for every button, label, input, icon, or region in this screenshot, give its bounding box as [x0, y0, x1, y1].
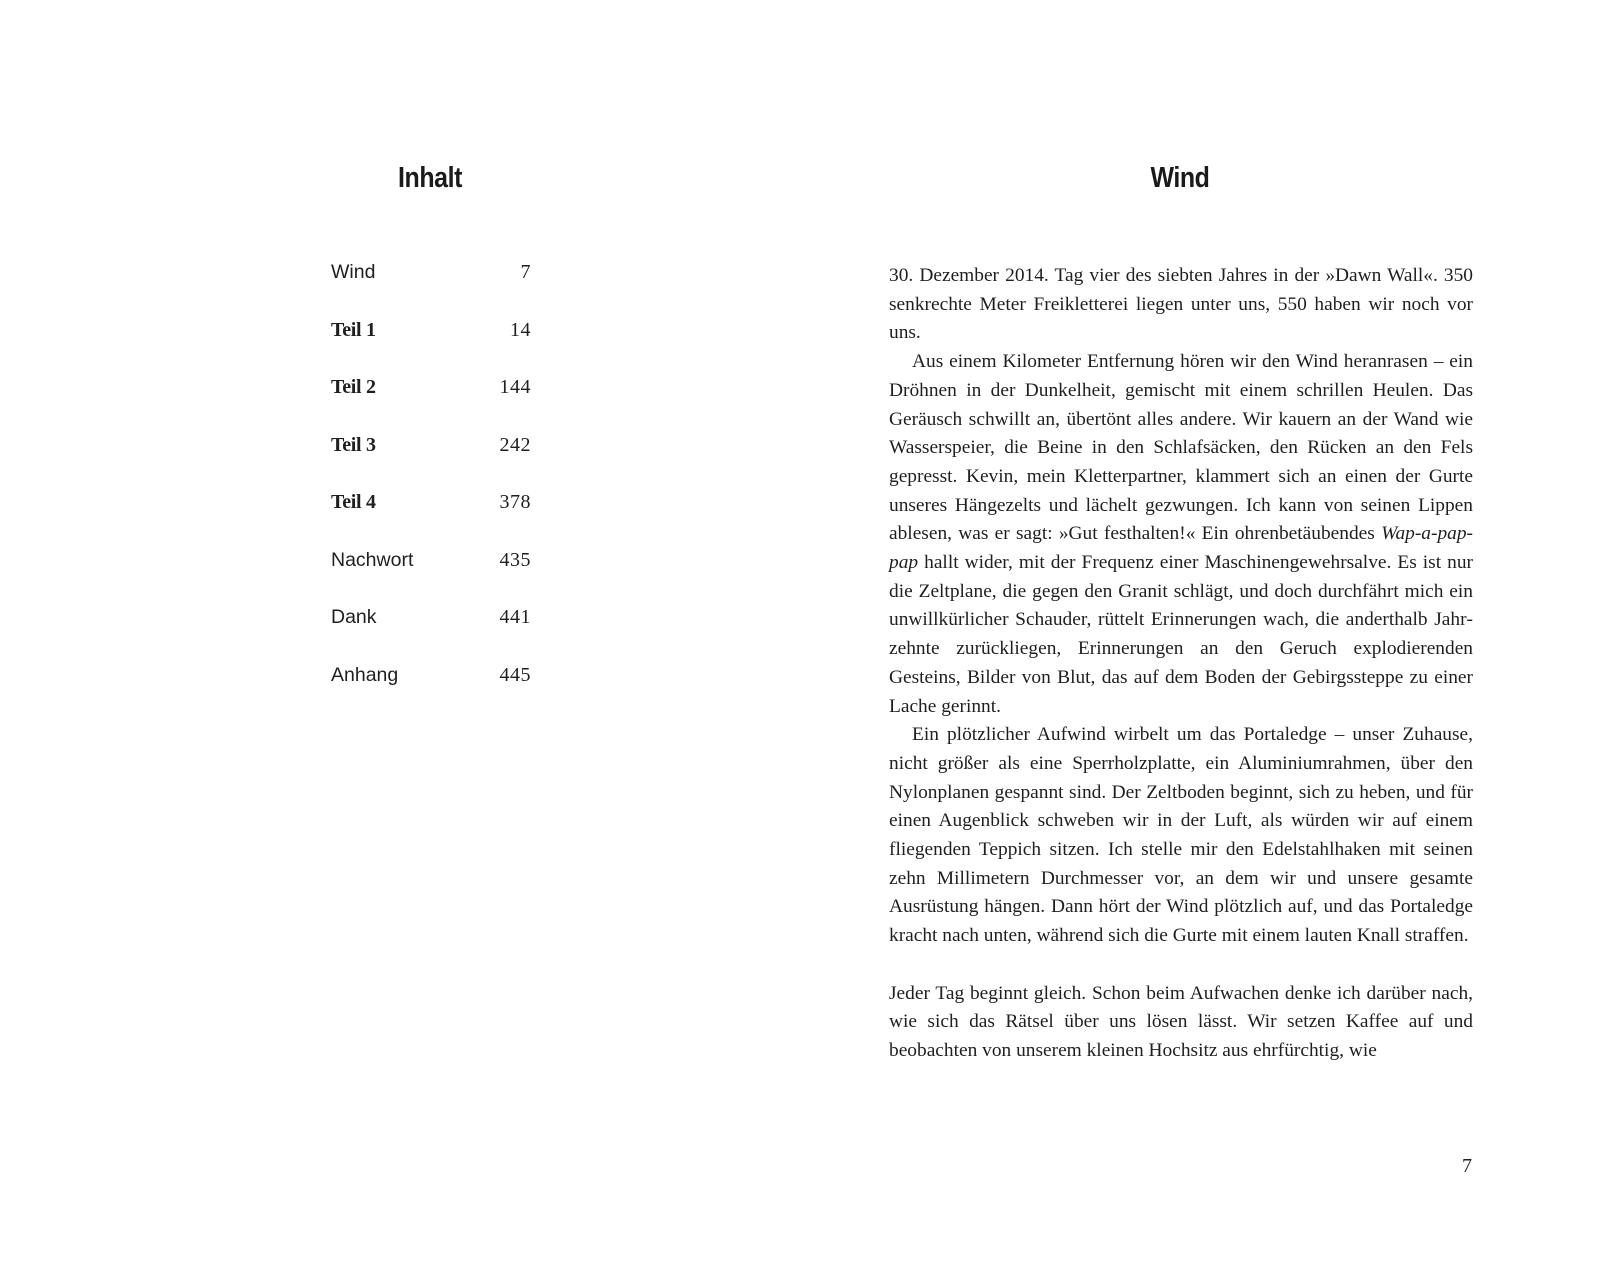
page-number: 7 [1462, 1155, 1472, 1177]
toc-entry-label: Teil 4 [331, 491, 376, 513]
toc-entry-anhang[interactable] [331, 661, 531, 719]
toc-entry-label: Teil 2 [331, 376, 376, 398]
chapter-body [889, 262, 1473, 1066]
toc-entry-teil-3[interactable] [331, 431, 531, 489]
paragraph-2-text-after: hallt wider, mit der Frequenz einer Maschinengewehrsalve. Es ist nur die Zeltplane, die gegen den Granit schlägt, und doch durchfährt mich ein unwillkürlicher Schauder, rüttelt Erinnerungen wach, die anderthalb Jahrzehnte zurückliegen, Erinnerungen an den Geruch explodierenden Gesteins, Bilder von Blut, das auf dem Boden der Gebirgssteppe zu einer Lache gerinnt. [889, 552, 1473, 717]
toc-entry-page: 7 [520, 261, 531, 283]
toc-entry-page: 242 [499, 433, 531, 456]
toc-entry-page: 378 [499, 491, 531, 513]
chapter-heading: Wind [1150, 162, 1210, 194]
toc-entry-page: 435 [499, 548, 531, 571]
toc-entry-page: 441 [499, 606, 531, 628]
toc-entry-label: Wind [331, 261, 376, 283]
toc-entry-teil-2[interactable] [331, 373, 531, 431]
toc-entry-label: Dank [331, 606, 377, 628]
toc-entry-wind[interactable] [331, 258, 531, 316]
toc-entry-label: Teil 3 [331, 433, 376, 456]
right-page [800, 0, 1600, 1274]
toc-entry-label: Anhang [331, 663, 399, 686]
paragraph-2 [889, 348, 1473, 721]
toc-entry-label: Nachwort [331, 548, 414, 571]
paragraph-1: 30. Dezember 2014. Tag vier des siebten Jahres in der »Dawn Wall«. 350 senkrechte Meter Freikletterei liegen unter uns, 550 haben wir noch vor uns. [889, 265, 1473, 344]
toc-entry-page: 14 [510, 318, 531, 341]
toc-entry-nachwort[interactable] [331, 546, 531, 604]
paragraph-3: Ein plötzlicher Aufwind wirbelt um das Portaledge – unser Zuhause, nicht größer als eine Sperrholzplatte, ein Aluminiumrahmen, über den Nylonplanen gespannt sind. Der Zeltboden beginnt, sich zu heben, und für einen Augenblick schweben wir in der Luft, als würden wir auf einem fliegenden Teppich sitzen. Ich stelle mir den Edelstahlhaken mit seinen zehn Millimetern Durchmesser vor, an dem wir und unsere gesamte Ausrüstung hängen. Dann hört der Wind plötzlich auf, und das Portaledge kracht nach unten, während sich die Gurte mit einem lauten Knall straffen. [889, 724, 1473, 947]
toc-entry-page: 445 [499, 663, 531, 686]
toc-heading: Inhalt [398, 162, 462, 194]
toc-entry-teil-4[interactable] [331, 488, 531, 546]
table-of-contents [331, 258, 531, 718]
toc-entry-label: Teil 1 [331, 318, 376, 341]
paragraph-2-text-before: Aus einem Kilometer Entfernung hören wir den Wind heranrasen – ein Dröhnen in der Dunkelheit, gemischt mit einem schrillen Heulen. Das Geräusch schwillt an, übertönt alles andere. Wir kauern an der Wand wie Wasserspeier, die Beine in den Schlafsäcken, den Rücken an den Fels gepresst. Kevin, mein Kletterpartner, klammert sich an einen der Gurte unseres Hängezelts und lächelt gezwungen. Ich kann von seinen Lippen ablesen, was er sagt: »Gut festhalten!« Ein ohrenbetäubendes [889, 351, 1473, 545]
toc-entry-page: 144 [499, 376, 531, 398]
paragraph-4: Jeder Tag beginnt gleich. Schon beim Aufwachen denke ich darüber nach, wie sich das Rätsel über uns lösen lässt. Wir setzen Kaffee auf und beobachten von unserem kleinen Hochsitz aus ehrfürchtig, wie [889, 982, 1473, 1061]
toc-entry-dank[interactable] [331, 603, 531, 661]
paragraph-2-italic: Wap-a-pap-pap [889, 523, 1473, 574]
toc-entry-teil-1[interactable] [331, 316, 531, 374]
